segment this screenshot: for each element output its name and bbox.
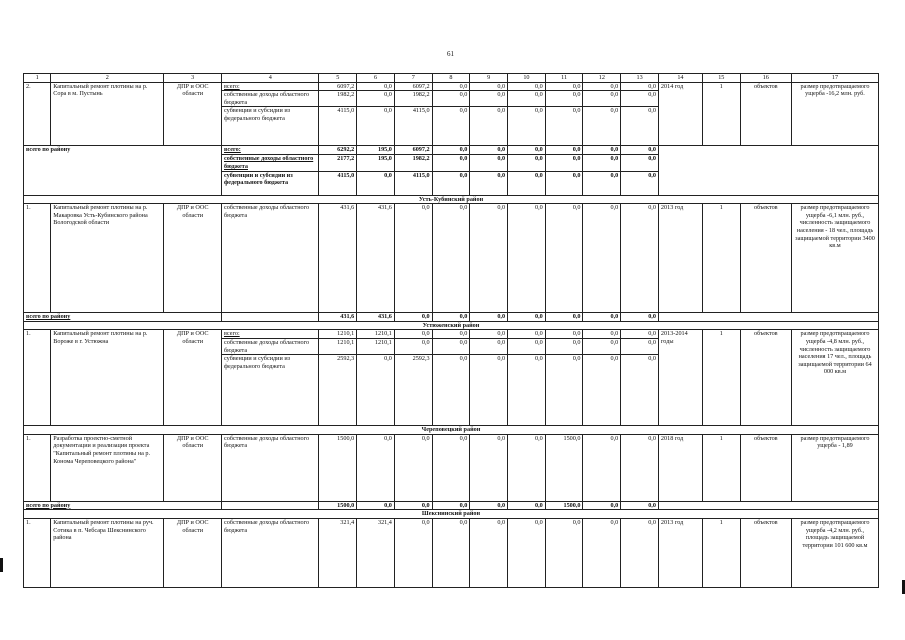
amount-cell: 0,0 [583,330,621,339]
amount-cell: 195,0 [357,146,395,155]
amount-cell: 431,6 [357,204,395,313]
amount-cell: 0,0 [621,171,659,195]
amount-cell: 0,0 [545,91,583,107]
executor: ДПР и ООС области [164,330,222,426]
amount-cell: 0,0 [470,518,508,587]
item-number: 2. [24,82,51,146]
column-header: 12 [583,74,621,83]
amount-cell: 0,0 [432,171,470,195]
column-header: 15 [702,74,740,83]
table-row [24,204,879,313]
amount-cell: 0,0 [470,155,508,171]
period: 2014 год [658,82,702,146]
period: 2013 год [658,204,702,313]
period: 2013-2014 годы [658,330,702,426]
object-count: 1 [702,434,740,501]
amount-cell: 0,0 [432,355,470,426]
unit: объектов [740,204,791,313]
amount-cell: 0,0 [508,171,546,195]
funding-source [222,501,319,510]
amount-cell: 0,0 [357,107,395,146]
unit: объектов [740,330,791,426]
amount-cell: 0,0 [621,338,659,354]
amount-cell: 321,4 [319,518,357,587]
amount-cell: 4115,0 [394,107,432,146]
table-row [24,195,879,204]
amount-cell: 1982,2 [394,155,432,171]
result-indicator: размер предотвращаемого ущерба -4,8 млн. руб., численность защищаемого населения 17 чел., площадь защищаемой территории 64 000 кв.м [791,330,878,426]
column-header: 7 [394,74,432,83]
result-indicator: размер предотвращаемого ущерба -6,1 млн. руб., численность защищаемого населения - 18 чел., площадь защищаемой территории 3400 кв.м [791,204,878,313]
amount-cell: 0,0 [357,501,395,510]
amount-cell: 0,0 [621,107,659,146]
amount-cell: 6097,2 [319,82,357,91]
funding-source: собственные доходы областного бюджета [222,91,319,107]
amount-cell: 0,0 [508,107,546,146]
amount-cell: 0,0 [470,330,508,339]
amount-cell: 0,0 [432,146,470,155]
amount-cell: 195,0 [357,155,395,171]
amount-cell: 1210,1 [319,338,357,354]
item-name: Капитальный ремонт плотины на р. Макаровка Усть-Кубинского района Вологодской области [51,204,164,313]
amount-cell: 1500,0 [545,434,583,501]
amount-cell: 0,0 [583,338,621,354]
column-header: 8 [432,74,470,83]
table-row [24,510,879,519]
amount-cell: 1982,2 [394,91,432,107]
amount-cell: 0,0 [394,501,432,510]
amount-cell: 0,0 [432,204,470,313]
amount-cell: 1982,2 [319,91,357,107]
amount-cell: 0,0 [508,313,546,322]
amount-cell: 0,0 [545,155,583,171]
column-header: 13 [621,74,659,83]
amount-cell: 0,0 [621,501,659,510]
district-heading: Усть-Кубинский район [24,195,879,204]
funding-source: собственные доходы областного бюджета [222,434,319,501]
amount-cell: 0,0 [432,501,470,510]
amount-cell: 0,0 [583,434,621,501]
amount-cell: 0,0 [621,434,659,501]
amount-cell: 0,0 [432,313,470,322]
amount-cell: 0,0 [432,434,470,501]
column-header: 9 [470,74,508,83]
item-name: Капитальный ремонт плотины на р. Вороже в г. Устюжна [51,330,164,426]
column-header: 10 [508,74,546,83]
funding-source [222,313,319,322]
item-name: Разработка проектно-сметной документации и реализация проекта "Капитальный ремонт плотины на р. Кономa Череповецкого района" [51,434,164,501]
amount-cell: 2592,3 [394,355,432,426]
funding-source: всего: [222,330,319,339]
amount-cell: 0,0 [470,91,508,107]
amount-cell: 0,0 [394,518,432,587]
table-row [24,330,879,339]
table-row [24,434,879,501]
amount-cell: 1500,0 [319,501,357,510]
amount-cell: 1210,1 [319,330,357,339]
amount-cell: 0,0 [621,330,659,339]
amount-cell: 6097,2 [394,82,432,91]
amount-cell: 0,0 [432,338,470,354]
amount-cell: 2592,3 [319,355,357,426]
amount-cell: 0,0 [470,171,508,195]
page-number: 61 [447,50,454,58]
amount-cell: 2177,2 [319,155,357,171]
amount-cell: 0,0 [432,330,470,339]
object-count: 1 [702,330,740,426]
amount-cell: 0,0 [432,107,470,146]
funding-source: собственные доходы областного бюджета [222,518,319,587]
amount-cell: 0,0 [545,82,583,91]
blank-cell [658,501,878,510]
amount-cell: 431,6 [319,204,357,313]
amount-cell: 0,0 [432,91,470,107]
blank-cell [658,146,878,195]
funding-source: субвенции и субсидии из федерального бюджета [222,171,319,195]
amount-cell: 0,0 [470,434,508,501]
item-number: 1. [24,434,51,501]
amount-cell: 1210,1 [357,338,395,354]
table-row [24,426,879,435]
column-header: 5 [319,74,357,83]
column-header: 14 [658,74,702,83]
column-header: 4 [222,74,319,83]
table-row [24,321,879,330]
funding-source: собственные доходы областного бюджета [222,155,319,171]
amount-cell: 0,0 [508,518,546,587]
period: 2013 год [658,518,702,587]
unit: объектов [740,82,791,146]
district-heading: Устюженский район [24,321,879,330]
executor: ДПР и ООС области [164,204,222,313]
object-count: 1 [702,518,740,587]
district-heading: Череповецкий район [24,426,879,435]
amount-cell: 0,0 [545,313,583,322]
amount-cell: 0,0 [583,518,621,587]
amount-cell: 0,0 [508,330,546,339]
amount-cell: 0,0 [394,338,432,354]
unit: объектов [740,518,791,587]
column-header: 2 [51,74,164,83]
period: 2018 год [658,434,702,501]
blank-cell [658,313,878,322]
amount-cell: 0,0 [394,313,432,322]
amount-cell: 0,0 [508,91,546,107]
table-row [24,74,879,83]
table-row [24,82,879,91]
amount-cell: 0,0 [432,155,470,171]
amount-cell: 0,0 [470,338,508,354]
amount-cell: 0,0 [621,313,659,322]
scan-edge-mark [0,558,3,572]
amount-cell: 431,6 [357,313,395,322]
amount-cell: 0,0 [357,171,395,195]
result-indicator: размер предотвращаемого ущерба - 1,89 [791,434,878,501]
amount-cell: 6097,2 [394,146,432,155]
amount-cell: 0,0 [508,434,546,501]
total-label: всего по району [24,501,222,510]
amount-cell: 1210,1 [357,330,395,339]
amount-cell: 0,0 [545,338,583,354]
result-indicator: размер предотвращаемого ущерба -16,2 млн. руб. [791,82,878,146]
amount-cell: 0,0 [545,171,583,195]
object-count: 1 [702,204,740,313]
item-number: 1. [24,330,51,426]
amount-cell: 0,0 [621,146,659,155]
funding-source: всего: [222,82,319,91]
amount-cell: 0,0 [621,82,659,91]
item-name: Капитальный ремонт плотины на руч. Сотика в п. Чебсара Шекснинского района [51,518,164,587]
amount-cell: 0,0 [583,91,621,107]
result-indicator: размер предотвращаемого ущерба -4,2 млн. руб., площадь защищаемой территории 101 600 кв.м [791,518,878,587]
amount-cell: 0,0 [621,518,659,587]
amount-cell: 0,0 [508,155,546,171]
amount-cell: 0,0 [583,355,621,426]
unit: объектов [740,434,791,501]
amount-cell: 0,0 [508,501,546,510]
amount-cell: 0,0 [545,355,583,426]
amount-cell: 0,0 [508,204,546,313]
amount-cell: 0,0 [508,338,546,354]
table-row [24,518,879,587]
amount-cell: 0,0 [508,355,546,426]
amount-cell: 321,4 [357,518,395,587]
total-label: всего по району [24,146,222,195]
amount-cell: 0,0 [545,146,583,155]
amount-cell: 0,0 [394,434,432,501]
amount-cell: 0,0 [357,91,395,107]
item-number: 1. [24,204,51,313]
amount-cell: 0,0 [357,82,395,91]
amount-cell: 0,0 [545,518,583,587]
program-table-sheet [23,73,879,588]
amount-cell: 0,0 [470,146,508,155]
funding-source: субвенции и субсидии из федерального бюджета [222,355,319,426]
amount-cell: 0,0 [583,82,621,91]
amount-cell: 0,0 [621,155,659,171]
amount-cell: 4115,0 [319,107,357,146]
amount-cell: 4115,0 [319,171,357,195]
amount-cell: 0,0 [394,204,432,313]
object-count: 1 [702,82,740,146]
amount-cell: 0,0 [583,313,621,322]
table-row [24,146,879,155]
item-number: 1. [24,518,51,587]
amount-cell: 0,0 [357,355,395,426]
amount-cell: 0,0 [470,501,508,510]
table-row [24,313,879,322]
column-header: 1 [24,74,51,83]
amount-cell: 0,0 [583,155,621,171]
item-name: Капитальный ремонт плотины на р. Сора в м. Пустынь [51,82,164,146]
executor: ДПР и ООС области [164,518,222,587]
table-row [24,501,879,510]
executor: ДПР и ООС области [164,82,222,146]
amount-cell: 0,0 [545,107,583,146]
amount-cell: 0,0 [470,82,508,91]
amount-cell: 0,0 [508,146,546,155]
amount-cell: 0,0 [583,146,621,155]
amount-cell: 0,0 [394,330,432,339]
total-label: всего по району [24,313,222,322]
amount-cell: 0,0 [583,107,621,146]
amount-cell: 0,0 [583,204,621,313]
funding-source: субвенции и субсидии из федерального бюджета [222,107,319,146]
amount-cell: 431,6 [319,313,357,322]
amount-cell: 0,0 [583,501,621,510]
amount-cell: 1500,0 [545,501,583,510]
column-header: 16 [740,74,791,83]
column-header: 6 [357,74,395,83]
column-header: 3 [164,74,222,83]
amount-cell: 0,0 [470,313,508,322]
amount-cell: 0,0 [470,355,508,426]
district-heading: Шекснинский район [24,510,879,519]
executor: ДПР и ООС области [164,434,222,501]
amount-cell: 0,0 [432,518,470,587]
funding-source: всего: [222,146,319,155]
amount-cell: 0,0 [545,204,583,313]
funding-source: собственные доходы областного бюджета [222,204,319,313]
amount-cell: 1500,0 [319,434,357,501]
funding-source: собственные доходы областного бюджета [222,338,319,354]
program-table [23,73,879,588]
column-header: 11 [545,74,583,83]
amount-cell: 0,0 [621,91,659,107]
amount-cell: 4115,0 [394,171,432,195]
amount-cell: 0,0 [545,330,583,339]
column-header: 17 [791,74,878,83]
amount-cell: 0,0 [357,434,395,501]
amount-cell: 6292,2 [319,146,357,155]
amount-cell: 0,0 [621,204,659,313]
amount-cell: 0,0 [432,82,470,91]
amount-cell: 0,0 [508,82,546,91]
amount-cell: 0,0 [583,171,621,195]
amount-cell: 0,0 [621,355,659,426]
amount-cell: 0,0 [470,107,508,146]
amount-cell: 0,0 [470,204,508,313]
